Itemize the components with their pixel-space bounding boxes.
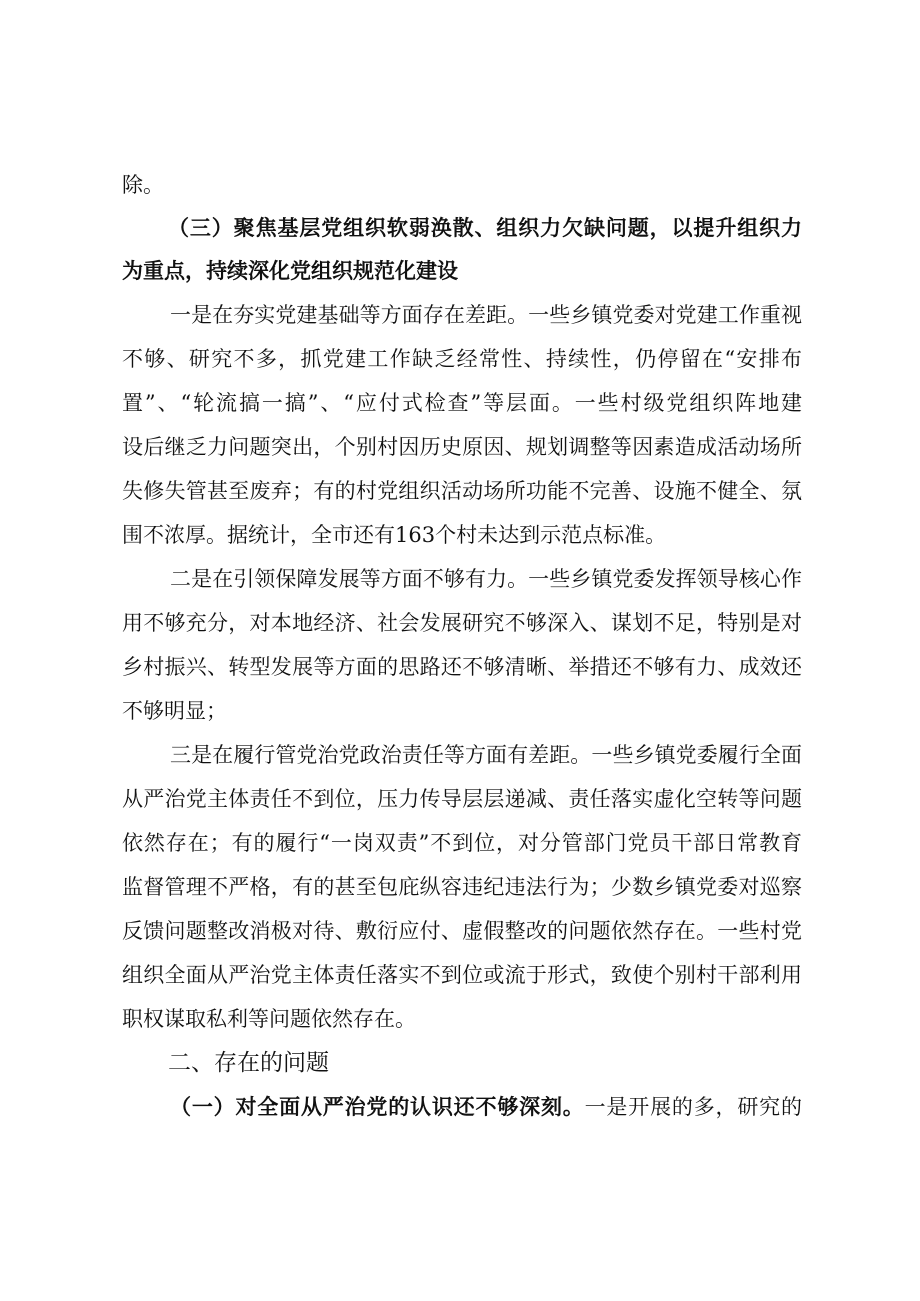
paragraph-line: 从严治党主体责任不到位，压力传导层层递减、责任落实虚化空转等问题 [122,787,802,811]
paragraph-line: 不够明显； [122,699,227,723]
paragraph-line: 设后继乏力问题突出，个别村因历史原因、规划调整等因素造成活动场所 [122,435,802,459]
text-line: 除。 [122,173,164,197]
section-heading-line: 为重点，持续深化党组织规范化建设 [122,258,458,283]
paragraph-line: 三是在履行管党治党政治责任等方面有差距。一些乡镇党委履行全面 [170,743,802,767]
chapter-heading: 二、存在的问题 [168,1050,329,1076]
paragraph-line [170,1092,802,1122]
paragraph-line: 依然存在；有的履行“一岗双责”不到位，对分管部门党员干部日常教育 [122,831,802,855]
paragraph-line: 围不浓厚。据统计，全市还有163个村未达到示范点标准。 [122,523,667,547]
subsection-heading: （一）对全面从严治党的认识还不够深刻。 [170,1094,585,1119]
paragraph-line: 二是在引领保障发展等方面不够有力。一些乡镇党委发挥领导核心作 [170,567,802,591]
paragraph-line: 不够、研究不多，抓党建工作缺乏经常性、持续性，仍停留在“安排布 [122,347,802,371]
paragraph-line: 乡村振兴、转型发展等方面的思路还不够清晰、举措还不够有力、成效还 [122,655,802,679]
paragraph-line: 监督管理不严格，有的甚至包庇纵容违纪违法行为；少数乡镇党委对巡察 [122,875,802,899]
paragraph-line: 组织全面从严治党主体责任落实不到位或流于形式，致使个别村干部利用 [122,963,802,987]
section-heading-line: （三）聚焦基层党组织软弱涣散、组织力欠缺问题，以提升组织力 [168,215,802,240]
paragraph-text: 一是开展的多，研究的 [584,1095,803,1119]
paragraph-line: 职权谋取私利等问题依然存在。 [122,1007,416,1031]
paragraph-line: 一是在夯实党建基础等方面存在差距。一些乡镇党委对党建工作重视 [170,303,802,327]
paragraph-line: 用不够充分，对本地经济、社会发展研究不够深入、谋划不足，特别是对 [122,611,802,635]
paragraph-line: 反馈问题整改消极对待、敷衍应付、虚假整改的问题依然存在。一些村党 [122,919,802,943]
paragraph-line: 置”、“轮流搞一搞”、“应付式检查”等层面。一些村级党组织阵地建 [122,391,802,415]
paragraph-line: 失修失管甚至废弃；有的村党组织活动场所功能不完善、设施不健全、氛 [122,479,802,503]
